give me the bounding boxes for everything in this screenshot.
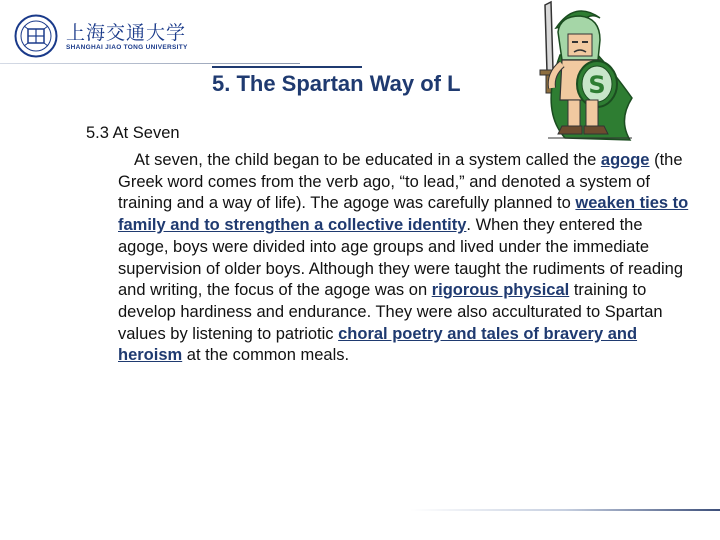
body-text-segment: at the common meals.: [182, 346, 350, 365]
section-heading: 5.3 At Seven: [86, 124, 180, 142]
body-text-segment: . When they entered the agoge, boys were divided into age groups and lived under the immediate supervision of older boys. Although they were taught the rudiments of reading and writing, the focus of the agoge was on: [118, 216, 684, 300]
highlight-rigorous-physical: rigorous physical: [431, 281, 570, 300]
header-divider: [0, 63, 300, 64]
title-accent-line: [212, 66, 362, 68]
body-paragraph: [118, 150, 690, 367]
spartan-mascot-icon: [520, 0, 640, 145]
university-name-english: SHANGHAI JIAO TONG UNIVERSITY: [66, 44, 188, 51]
university-name-chinese: 上海交通大学: [66, 22, 187, 44]
body-text-segment: training to develop hardiness and endurance. They were also acculturated to Spartan values by listening to patriotic: [118, 281, 663, 343]
mascot-shield-letter: S: [588, 71, 606, 99]
university-seal-icon: [14, 14, 58, 58]
term-agoge: agoge: [600, 151, 650, 169]
university-logo: [14, 14, 188, 58]
highlight-weaken-ties: weaken ties to family and to strengthen a collective identity: [118, 194, 689, 235]
slide-title: 5. The Spartan Way of L: [212, 71, 461, 96]
footer-divider: [410, 509, 720, 511]
highlight-choral-poetry: choral poetry and tales of bravery and heroism: [118, 324, 638, 365]
body-text-segment: At seven, the child began to be educated in a system called the: [134, 151, 601, 169]
body-text-segment: (the Greek word comes from the verb ago, “to lead,” and denoted a system of training and a way of life). The agoge was carefully planned to: [118, 151, 683, 213]
